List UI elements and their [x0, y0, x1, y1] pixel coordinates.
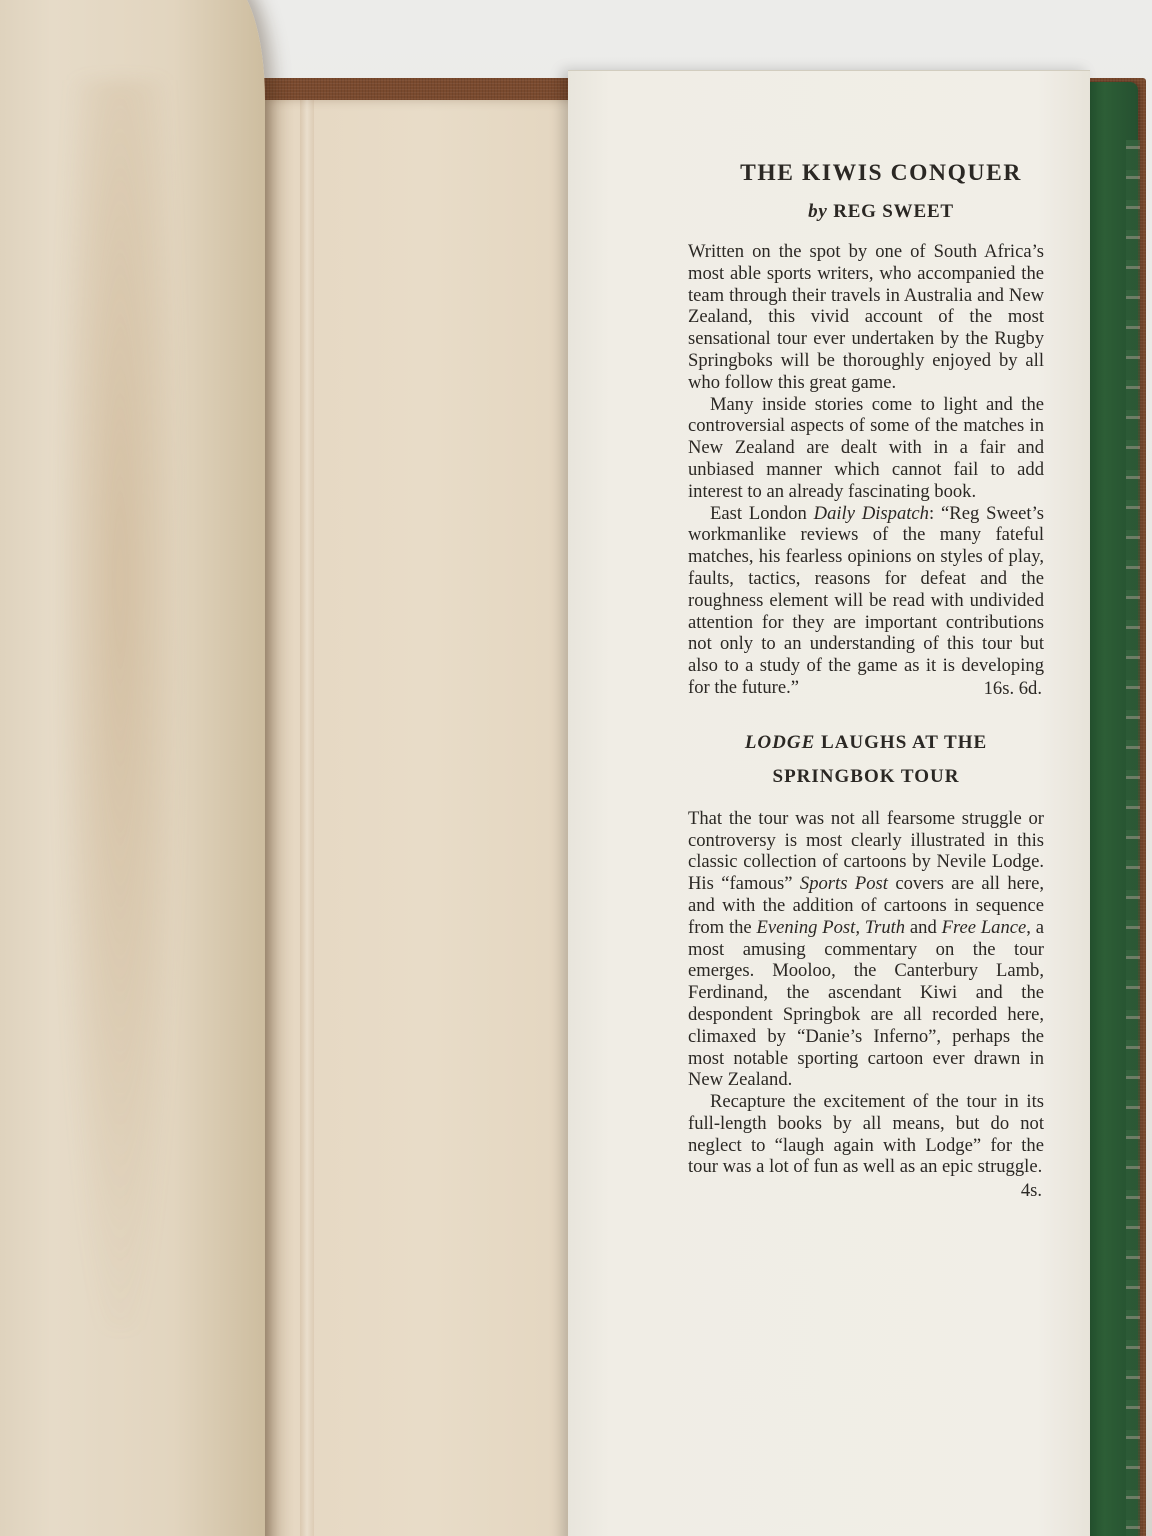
book2-free-lance: Free Lance — [941, 916, 1027, 938]
book-title: THE KIWIS CONQUER — [740, 160, 1022, 186]
book2-title-rest: LAUGHS AT THE — [815, 731, 988, 753]
book2-sports-post: Sports Post — [799, 873, 888, 895]
flyleaf-page — [0, 0, 265, 1536]
review-text: : “Reg Sweet’s workmanlike reviews of the many fateful matches, his fearless opinions on styles of play, faults, tactics, reasons for defeat and the roughness element will be read with undivided attention for they are important contributions not only to an understanding of this tour but also to a study of the game as it is developing for the future.” — [688, 502, 1044, 698]
book-price: 16s. 6d. — [983, 677, 1042, 699]
book2-title-italic: LODGE — [744, 731, 816, 753]
review-source: Daily Dispatch — [813, 502, 929, 524]
jacket-flap-text — [688, 160, 1044, 1202]
jacket-frayed-edge — [1126, 140, 1140, 1536]
book2-p1-part-c: and — [905, 916, 942, 938]
book-author: REG SWEET — [833, 201, 954, 222]
book-paragraph-2: Many inside stories come to light and the controversial aspects of some of the matches in New Zealand are dealt with in a fair and unbiased manner which cannot fail to add interest to an already fascinating book. — [688, 393, 1044, 502]
book2-title-line2: SPRINGBOK TOUR — [772, 765, 960, 787]
book2-price: 4s. — [1020, 1180, 1042, 1202]
book2-p1-part-d: , a most amusing commentary on the tour emerges. Mooloo, the Canterbury Lamb, Ferdinand, the ascendant Kiwi and the despondent Springbok are all recorded here, climaxed by “Danie’s Inferno”, perhaps the most notable sporting cartoon ever drawn in New Zealand. — [688, 916, 1045, 1091]
book2-p1-part-b: covers are all here, and with the addition of cartoons in sequence from the — [688, 873, 1045, 938]
book2-evening-post: Evening Post, Truth — [756, 916, 906, 938]
flyleaf-foxing-stain — [60, 80, 180, 1330]
review-prefix: East London — [710, 502, 814, 524]
byline-prefix: by — [808, 201, 828, 222]
book2-title — [688, 726, 1044, 794]
endpaper-hinge — [300, 100, 314, 1536]
book2-p1-part-a: That the tour was not all fearsome struggle or controversy is most clearly illustrated in this classic collection of cartoons by Nevile Lodge. His “famous” — [688, 807, 1044, 895]
book-paragraph-1: Written on the spot by one of South Africa’s most able sports writers, who accompanied the team through their travels in Australia and New Zealand, this vivid account of the most sensational tour ever undertaken by the Rugby Springboks will be thoroughly enjoyed by all who follow this great game. — [688, 241, 1044, 393]
book-byline — [718, 201, 1044, 223]
book2-paragraph-1 — [688, 808, 1044, 1091]
book2-paragraph-2: Recapture the excitement of the tour in its full-length books by all means, but do not neglect to “laugh again with Lodge” for the tour was a lot of fun as well as an epic struggle. — [688, 1091, 1044, 1178]
book-review-quote — [688, 503, 1044, 699]
